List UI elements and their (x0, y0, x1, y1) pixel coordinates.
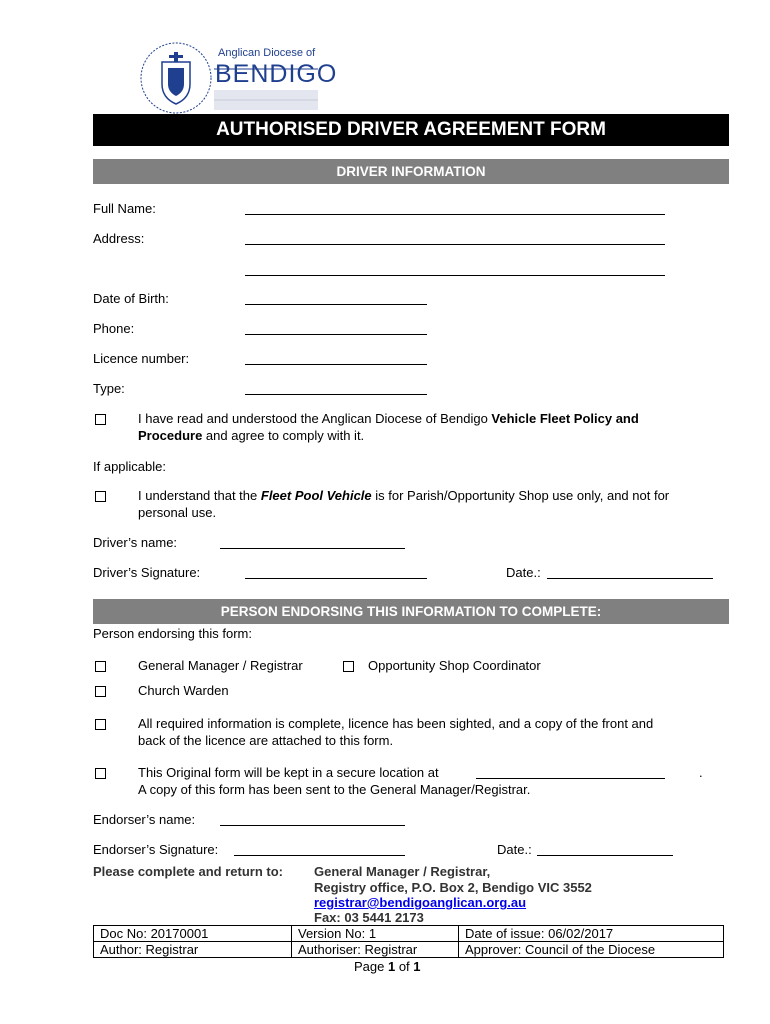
endorser-signature-label: Endorser’s Signature: (93, 842, 219, 857)
type-label: Type: (93, 381, 125, 396)
original-kept-line1: This Original form will be kept in a secure location at (138, 765, 439, 780)
full-name-label: Full Name: (93, 201, 156, 216)
pool-vehicle-statement-line2: personal use. (138, 505, 217, 520)
pool-text: I understand that the (138, 488, 261, 503)
address-field-line2[interactable] (245, 275, 665, 276)
phone-label: Phone: (93, 321, 135, 336)
policy-statement-line2 (138, 428, 364, 443)
policy-text: I have read and understood the Anglican Diocese of Bendigo (138, 411, 492, 426)
policy-text-cont: and agree to comply with it. (202, 428, 365, 443)
version-number: Version No: 1 (292, 926, 459, 942)
endorser-date-label: Date.: (497, 842, 532, 857)
drivers-name-field[interactable] (220, 548, 405, 549)
licence-label: Licence number: (93, 351, 190, 366)
endorse-heading: PERSON ENDORSING THIS INFORMATION TO COMPLETE: (93, 599, 729, 624)
original-kept-checkbox[interactable] (95, 768, 106, 779)
info-complete-checkbox[interactable] (95, 719, 106, 730)
page-indicator (354, 959, 421, 974)
author: Author: Registrar (94, 942, 292, 958)
pool-vehicle-statement (138, 488, 669, 503)
endorser-date-field[interactable] (537, 855, 673, 856)
endorser-name-field[interactable] (220, 825, 405, 826)
form-title: AUTHORISED DRIVER AGREEMENT FORM (93, 114, 729, 146)
gm-registrar-option: General Manager / Registrar (138, 658, 303, 673)
driver-date-field[interactable] (547, 578, 713, 579)
church-warden-option: Church Warden (138, 683, 229, 698)
type-field[interactable] (245, 394, 427, 395)
pool-text-end: is for Parish/Opportunity Shop use only, and not for (371, 488, 670, 503)
if-applicable-label: If applicable: (93, 459, 166, 474)
address-label: Address: (93, 231, 145, 246)
original-kept-dot: . (699, 765, 703, 780)
policy-checkbox[interactable] (95, 414, 106, 425)
logo-subtitle: Anglican Diocese of (218, 47, 316, 59)
address-field-line1[interactable] (245, 244, 665, 245)
phone-field[interactable] (245, 334, 427, 335)
shop-coordinator-option: Opportunity Shop Coordinator (368, 658, 541, 673)
pool-vehicle-name: Fleet Pool Vehicle (260, 488, 372, 503)
endorser-name-label: Endorser’s name: (93, 812, 196, 827)
logo-title: BENDIGO (215, 60, 338, 88)
table-row (94, 942, 724, 958)
table-row (94, 926, 724, 942)
driver-date-label: Date.: (506, 565, 541, 580)
endorse-intro: Person endorsing this form: (93, 626, 252, 641)
approver: Approver: Council of the Diocese (459, 942, 724, 958)
policy-statement (138, 411, 639, 426)
return-line2: Registry office, P.O. Box 2, Bendigo VIC 3552 (314, 880, 592, 895)
doc-number: Doc No: 20170001 (94, 926, 292, 942)
authoriser: Authoriser: Registrar (292, 942, 459, 958)
drivers-name-label: Driver’s name: (93, 535, 178, 550)
secure-location-field[interactable] (476, 778, 665, 779)
shop-coordinator-checkbox[interactable] (343, 661, 354, 672)
registrar-email-link[interactable]: registrar@bendigoanglican.org.au (314, 895, 527, 910)
info-complete-line1: All required information is complete, licence has been sighted, and a copy of the front and (138, 716, 654, 731)
page-total: 1 (413, 959, 421, 974)
return-label: Please complete and return to: (93, 864, 283, 879)
dob-label: Date of Birth: (93, 291, 169, 306)
driver-info-heading: DRIVER INFORMATION (93, 159, 729, 184)
page-prefix: Page (354, 959, 388, 974)
church-warden-checkbox[interactable] (95, 686, 106, 697)
endorser-signature-field[interactable] (234, 855, 405, 856)
page-number: 1 (387, 959, 396, 974)
info-complete-line2: back of the licence are attached to this form. (138, 733, 394, 748)
page-separator: of (395, 959, 414, 974)
return-line1: General Manager / Registrar, (314, 864, 491, 879)
diocese-logo (138, 40, 338, 116)
dob-field[interactable] (245, 304, 427, 305)
original-kept-line2: A copy of this form has been sent to the General Manager/Registrar. (138, 782, 531, 797)
drivers-signature-label: Driver’s Signature: (93, 565, 201, 580)
pool-vehicle-checkbox[interactable] (95, 491, 106, 502)
policy-name-cont: Procedure (138, 428, 203, 443)
full-name-field[interactable] (245, 214, 665, 215)
return-fax: Fax: 03 5441 2173 (314, 910, 424, 925)
drivers-signature-field[interactable] (245, 578, 427, 579)
policy-name: Vehicle Fleet Policy and (491, 411, 639, 426)
document-control-table (93, 925, 724, 958)
date-of-issue: Date of issue: 06/02/2017 (459, 926, 724, 942)
gm-registrar-checkbox[interactable] (95, 661, 106, 672)
licence-field[interactable] (245, 364, 427, 365)
